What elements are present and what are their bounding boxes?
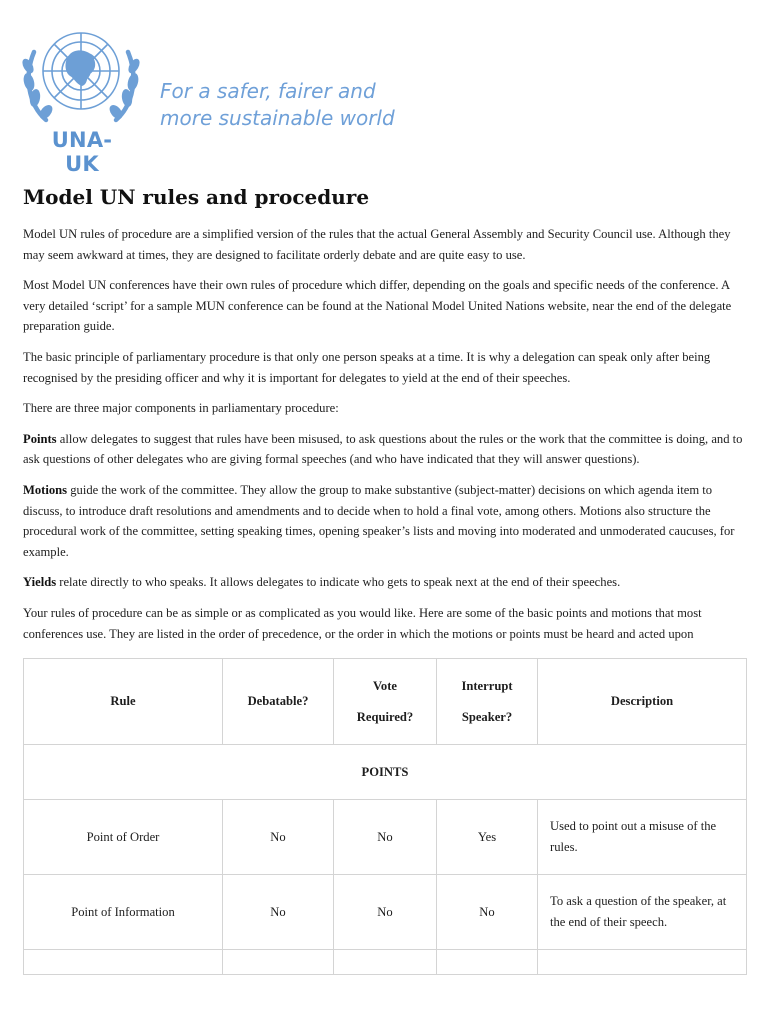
interrupt-cell: Yes [437, 800, 538, 875]
yields-paragraph [23, 572, 748, 593]
motions-text: guide the work of the committee. They allow the group to make substantive (subject-matter) decisions on which agenda item to discuss, to introduce draft resolutions and amendments and to decide when to hold a final vote, among others. Motions also structure the procedural work of the committee, setting speaking times, opening speaker’s lists and moving into moderated and unmoderated caucuses, for example. [23, 482, 735, 559]
rule-cell: Point of Order [24, 800, 223, 875]
tagline [160, 78, 395, 132]
table-row-partial [24, 950, 747, 975]
site-header [20, 24, 440, 176]
motions-paragraph [23, 480, 748, 562]
section-row-points [24, 745, 747, 800]
header-debatable: Debatable? [223, 659, 334, 745]
tagline-line-1: For a safer, fairer and [160, 79, 376, 103]
article-body [23, 224, 748, 654]
table-header-row [24, 659, 747, 745]
motions-term: Motions [23, 482, 68, 497]
page-title: Model UN rules and procedure [23, 185, 370, 209]
description-cell: To ask a question of the speaker, at the end of their speech. [538, 875, 747, 950]
debatable-cell: No [223, 875, 334, 950]
un-emblem-icon [20, 24, 142, 128]
section-title: POINTS [24, 745, 747, 800]
points-text: allow delegates to suggest that rules have been misused, to ask questions about the rules or the work that the committee is doing, and to ask questions of other delegates who are giving formal speeches (and who have indicated that they will answer questions). [23, 431, 743, 467]
rules-table [23, 658, 747, 975]
vote-cell: No [334, 875, 437, 950]
yields-term: Yields [23, 575, 57, 590]
points-paragraph [23, 429, 748, 470]
yields-text: relate directly to who speaks. It allows delegates to indicate who gets to speak next at the end of their speeches. [56, 575, 621, 590]
rule-cell: Point of Information [24, 875, 223, 950]
precedence-paragraph: Your rules of procedure can be as simple or as complicated as you would like. Here are some of the basic points and motions that most conferences use. They are listed in the order of precedence, or the order in which the motions or points must be heard and acted upon [23, 605, 702, 641]
org-name: UNA-UK [51, 128, 113, 176]
intro-paragraph: Model UN rules of procedure are a simplified version of the rules that the actual General Assembly and Security Council use. Although they may seem awkward at times, they are designed to facilitate orderly debate and are quite easy to use. [23, 227, 731, 262]
tagline-line-2: more sustainable world [160, 106, 395, 130]
header-description: Description [538, 659, 747, 745]
debatable-cell: No [223, 800, 334, 875]
header-vote-required: Vote Required? [334, 659, 437, 745]
vote-cell: No [334, 800, 437, 875]
conferences-paragraph: Most Model UN conferences have their own rules of procedure which differ, depending on the goals and specific needs of the conference. A very detailed ‘script’ for a sample MUN conference can be found at the National Model United Nations website, near the end of the delegate preparation guide. [23, 278, 732, 334]
points-term: Points [23, 431, 57, 446]
table-row [24, 800, 747, 875]
table-row [24, 875, 747, 950]
principle-paragraph: The basic principle of parliamentary procedure is that only one person speaks at a time. It is why a delegation can speak only after being recognised by the presiding officer and why it is important for delegates to yield at the end of their speeches. [23, 349, 711, 385]
interrupt-cell: No [437, 875, 538, 950]
header-interrupt-speaker: Interrupt Speaker? [437, 659, 538, 745]
header-rule: Rule [24, 659, 223, 745]
description-cell: Used to point out a misuse of the rules. [538, 800, 747, 875]
components-paragraph: There are three major components in parliamentary procedure: [23, 401, 339, 416]
